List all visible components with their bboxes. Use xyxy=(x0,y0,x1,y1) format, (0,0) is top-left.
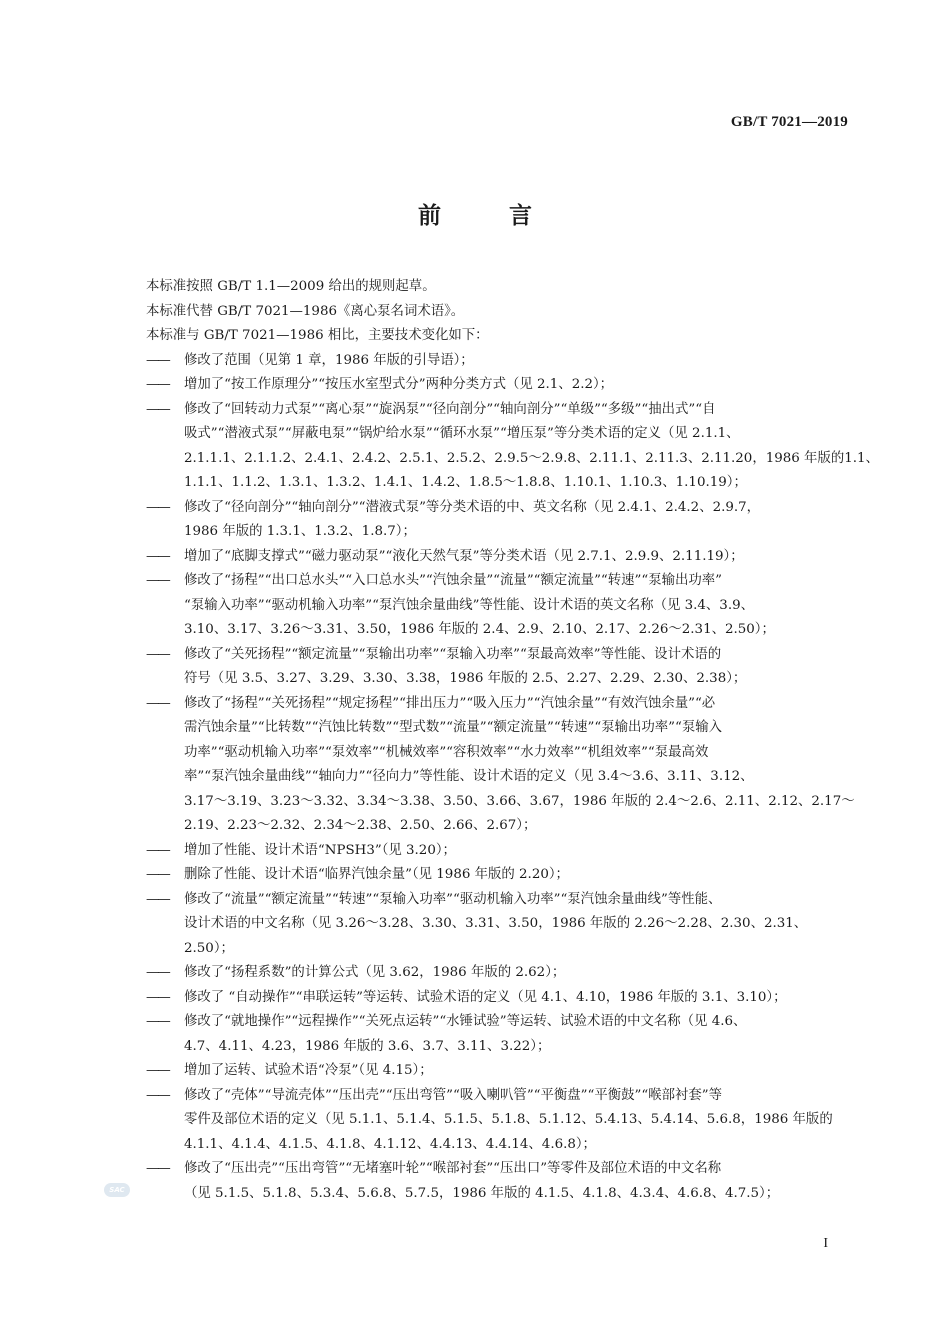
list-dash: —— xyxy=(146,1161,169,1176)
list-item-text xyxy=(146,349,852,374)
list-item-text xyxy=(146,373,852,398)
text-line: 修改了“壳体”“导流壳体”“压出壳”“压出弯管”“吸入喇叭管”“平衡盘”“平衡鼓”“喉部衬套”等 xyxy=(184,1087,723,1103)
change-list-item xyxy=(146,839,852,864)
list-dash: —— xyxy=(146,548,169,564)
text-line: 修改了“扬程系数”的计算公式（见 3.62，1986 年版的 2.62）； xyxy=(184,965,566,980)
list-item-text xyxy=(146,888,852,962)
list-item-text xyxy=(146,545,852,570)
list-item-text xyxy=(146,1059,852,1084)
text-line: 修改了“扬程”“出口总水头”“入口总水头”“汽蚀余量”“流量”“额定流量”“转速”“泵输出功率” xyxy=(184,573,723,588)
text-line: 修改了“扬程”“关死扬程”“规定扬程”“排出压力”“吸入压力”“汽蚀余量”“有效汽蚀余量”“必 xyxy=(184,695,716,711)
list-dash: —— xyxy=(146,867,169,882)
text-line: 增加了“底脚支撑式”“磁力驱动泵”“液化天然气泵”等分类术语（见 2.7.1、2.9.9、2.11.19）； xyxy=(184,548,744,564)
change-list-item xyxy=(146,1084,852,1158)
list-item-text xyxy=(146,1010,852,1059)
paragraph: 本标准代替 GB/T 7021—1986《离心泵名词术语》。 xyxy=(146,303,465,319)
text-line: 功率”“驱动机输入功率”“泵效率”“机械效率”“容积效率”“水力效率”“机组效率”“泵最高效 xyxy=(184,744,709,760)
text-line: 修改了“径向剖分”“轴向剖分”“潜液式泵”等分类术语的中、英文名称（见 2.4.1、2.4.2、2.9.7， xyxy=(184,499,761,515)
change-list-item xyxy=(146,1010,852,1059)
list-item-text xyxy=(146,643,852,692)
change-list-item xyxy=(146,545,852,570)
change-list-item xyxy=(146,643,852,692)
change-list-item xyxy=(146,961,852,986)
change-list-item xyxy=(146,569,852,643)
list-dash: —— xyxy=(146,401,169,417)
text-line: 1.1.1、1.1.2、1.3.1、1.3.2、1.4.1、1.4.2、1.8.5～1.8.8、1.10.1、1.10.3、1.10.19）； xyxy=(184,475,747,490)
text-line: （见 5.1.5、5.1.8、5.3.4、5.6.8、5.7.5，1986 年版的 4.1.5、4.1.8、4.3.4、4.6.8、4.7.5）； xyxy=(184,1185,780,1201)
list-item-text xyxy=(146,496,852,545)
list-dash: —— xyxy=(146,499,169,515)
text-line: 4.7、4.11、4.23，1986 年版的 3.6、3.7、3.11、3.22）； xyxy=(184,1038,551,1054)
page-number: I xyxy=(823,1236,828,1251)
list-item-text xyxy=(146,986,852,1011)
text-line: 设计术语的中文名称（见 3.26～3.28、3.30、3.31、3.50，1986 年版的 2.26～2.28、2.30、2.31、 xyxy=(184,916,808,931)
text-line: 4.1.1、4.1.4、4.1.5、4.1.8、4.1.12、4.4.13、4.4.14、4.6.8）； xyxy=(184,1136,596,1152)
change-list-item xyxy=(146,888,852,962)
text-line: 2.19、2.23～2.32、2.34～2.38、2.50、2.66、2.67）； xyxy=(184,818,537,833)
text-line: 增加了性能、设计术语“NPSH3”（见 3.20）； xyxy=(184,842,456,858)
text-line: 符号（见 3.5、3.27、3.29、3.30、3.38，1986 年版的 2.5、2.27、2.29、2.30、2.38）； xyxy=(184,671,747,686)
change-list xyxy=(146,349,879,1207)
list-item-text xyxy=(146,1157,852,1206)
list-item-text xyxy=(146,863,852,888)
list-dash: —— xyxy=(146,842,169,858)
text-line: 2.1.1.1、2.1.1.2、2.4.1、2.4.2、2.5.1、2.5.2、2.9.5～2.9.8、2.11.1、2.11.3、2.11.20，1986 年版的1.1、 xyxy=(184,450,879,466)
text-line: 零件及部位术语的定义（见 5.1.1、5.1.4、5.1.5、5.1.8、5.1.12、5.4.13、5.4.14、5.6.8，1986 年版的 xyxy=(184,1112,833,1127)
sac-logo-watermark: SAC xyxy=(104,1183,130,1197)
text-line: 3.10、3.17、3.26～3.31、3.50，1986 年版的 2.4、2.9、2.10、2.17、2.26～2.31、2.50）； xyxy=(184,622,775,637)
text-line: 2.50）； xyxy=(184,940,234,956)
text-line: 增加了运转、试验术语“冷泵”（见 4.15）； xyxy=(184,1063,433,1078)
text-line: 修改了“回转动力式泵”“离心泵”“旋涡泵”“径向剖分”“轴向剖分”“单级”“多级”“抽出式”“自 xyxy=(184,401,716,417)
text-line: 率”“泵汽蚀余量曲线”“轴向力”“径向力”等性能、设计术语的定义（见 3.4～3.6、3.11、3.12、 xyxy=(184,769,754,784)
list-dash: —— xyxy=(146,573,169,588)
list-dash: —— xyxy=(146,965,169,980)
list-item-text xyxy=(146,398,879,496)
page-title: 前 言 xyxy=(417,203,562,229)
list-dash: —— xyxy=(146,891,169,907)
list-dash: —— xyxy=(146,695,169,711)
list-dash: —— xyxy=(146,1087,169,1103)
paragraph: 本标准与 GB/T 7021—1986 相比，主要技术变化如下： xyxy=(146,328,489,343)
text-line: 3.17～3.19、3.23～3.32、3.34～3.38、3.50、3.66、3.67，1986 年版的 2.4～2.6、2.11、2.12、2.17～ xyxy=(184,793,855,809)
text-line: 修改了“流量”“额定流量”“转速”“泵输入功率”“驱动机输入功率”“泵汽蚀余量曲线”等性能、 xyxy=(184,891,722,907)
list-dash: —— xyxy=(146,352,169,368)
change-list-item xyxy=(146,986,852,1011)
standard-number: GB/T 7021—2019 xyxy=(730,114,848,130)
list-item-text xyxy=(146,569,852,643)
list-item-text xyxy=(146,839,852,864)
list-dash: —— xyxy=(146,377,169,392)
list-item-text xyxy=(146,961,852,986)
change-list-item xyxy=(146,398,879,496)
text-line: 修改了 “自动操作”“串联运转”等运转、试验术语的定义（见 4.1、4.10，1986 年版的 3.1、3.10）； xyxy=(184,989,787,1005)
change-list-item xyxy=(146,1157,852,1206)
change-list-item xyxy=(146,692,855,839)
change-list-item xyxy=(146,496,852,545)
text-line: 修改了“就地操作”“远程操作”“关死点运转”“水锤试验”等运转、试验术语的中文名称（见 4.6、 xyxy=(184,1014,747,1029)
list-item-text xyxy=(146,692,855,839)
text-line: 1986 年版的 1.3.1、1.3.2、1.8.7）； xyxy=(184,524,416,539)
change-list-item xyxy=(146,349,852,374)
change-list-item xyxy=(146,863,852,888)
list-dash: —— xyxy=(146,1063,169,1078)
text-line: 吸式”“潜液式泵”“屏蔽电泵”“锅炉给水泵”“循环水泵”“增压泵”等分类术语的定义（见 2.1.1、 xyxy=(184,426,740,441)
list-dash: —— xyxy=(146,989,169,1005)
list-dash: —— xyxy=(146,1014,169,1029)
list-item-text xyxy=(146,1084,852,1158)
text-line: 修改了“关死扬程”“额定流量”“泵输出功率”“泵输入功率”“泵最高效率”等性能、设计术语的 xyxy=(184,646,722,662)
text-line: 增加了“按工作原理分”“按压水室型式分”两种分类方式（见 2.1、2.2）； xyxy=(184,377,614,392)
text-line: “泵输入功率”“驱动机输入功率”“泵汽蚀余量曲线”等性能、设计术语的英文名称（见 3.4、3.9、 xyxy=(184,597,754,613)
document-body xyxy=(146,275,879,1206)
text-line: 修改了范围（见第 1 章，1986 年版的引导语）； xyxy=(184,352,474,368)
change-list-item xyxy=(146,373,852,398)
text-line: 需汽蚀余量”“比转数”“汽蚀比转数”“型式数”“流量”“额定流量”“转速”“泵输出功率”“泵输入 xyxy=(184,720,723,735)
text-line: 修改了“压出壳”“压出弯管”“无堵塞叶轮”“喉部衬套”“压出口”等零件及部位术语的中文名称 xyxy=(184,1161,722,1176)
change-list-item xyxy=(146,1059,852,1084)
paragraph: 本标准按照 GB/T 1.1—2009 给出的规则起草。 xyxy=(146,279,436,294)
text-line: 删除了性能、设计术语“临界汽蚀余量”（见 1986 年版的 2.20）； xyxy=(184,867,569,882)
list-dash: —— xyxy=(146,646,169,662)
